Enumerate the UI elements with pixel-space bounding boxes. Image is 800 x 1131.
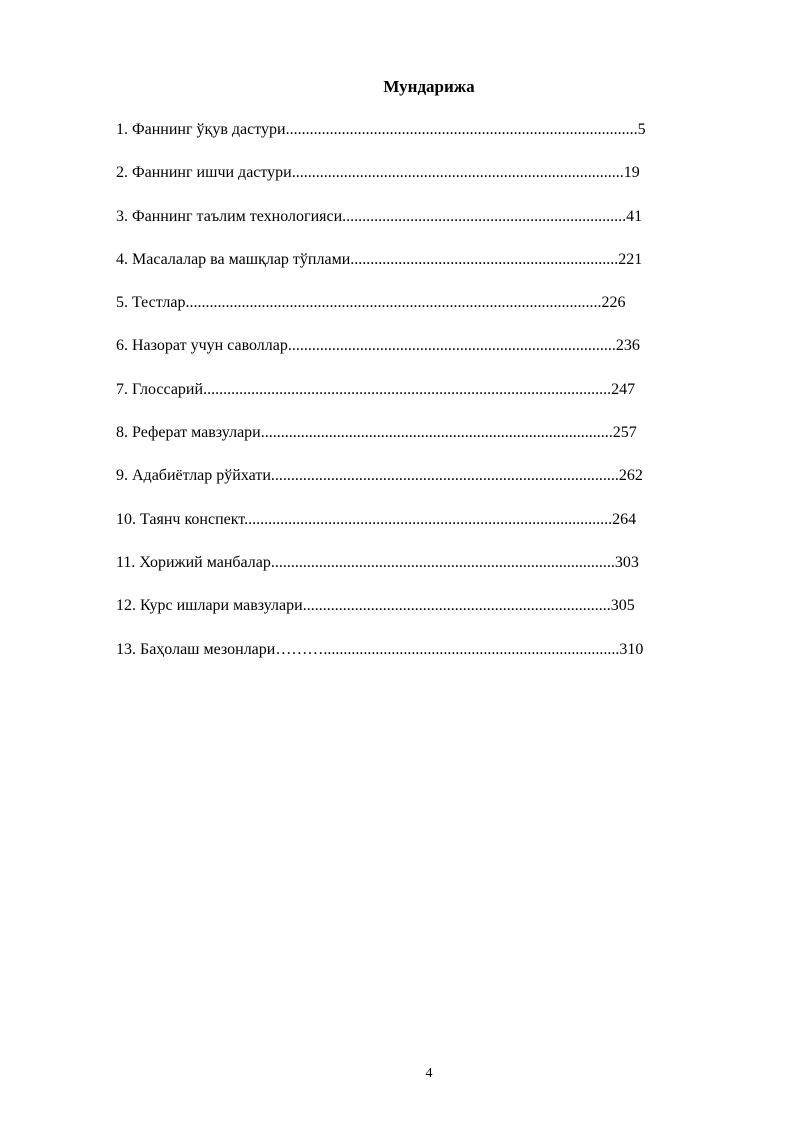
- toc-entry: [116, 639, 741, 682]
- toc-entry-page: 305: [610, 597, 635, 615]
- toc-entry-page: 262: [618, 467, 643, 485]
- toc-entry-leader: ............................................................................................: [244, 510, 613, 528]
- toc-entry: [116, 552, 741, 595]
- toc-entry: [116, 206, 741, 249]
- toc-entry: [116, 465, 741, 508]
- toc-entry-page: 257: [612, 424, 637, 442]
- toc-entry-leader: ........................................................................................: [285, 121, 638, 138]
- toc-entry-leader: .......................................................................: [342, 207, 627, 225]
- toc-entry-page: 236: [615, 337, 640, 355]
- toc-entry-leader: ......................................................................................: [270, 553, 615, 571]
- toc-entry-leader: ...................................................................................: [291, 164, 624, 182]
- toc-entry-page: 221: [618, 250, 643, 268]
- toc-entry-page: 226: [601, 294, 626, 312]
- toc-entry: [116, 379, 741, 422]
- page-number: 4: [425, 1066, 433, 1081]
- toc-entry-label: 13. Баҳолаш мезонлари: [116, 640, 276, 658]
- toc-entry-leader: ......................................................................................................: [203, 380, 612, 398]
- toc-entry-label: 12. Курс ишлари мавзулари: [116, 597, 303, 615]
- toc-entry: [116, 595, 741, 638]
- toc-entry-label: 8. Реферат мавзулари: [116, 424, 261, 442]
- toc-entry-label: 4. Масалалар ва машқлар тўплами: [116, 250, 351, 268]
- toc-entry-page: 247: [611, 380, 636, 398]
- toc-entry: [116, 292, 741, 335]
- toc-entry-leader: ........................................................................................................: [185, 294, 602, 312]
- toc-entry-label: 1. Фаннинг ўқув дастури: [116, 121, 286, 138]
- toc-entry-leader: .............................................................................: [302, 597, 611, 615]
- toc-entry-leader: ..................................................................................: [287, 337, 616, 355]
- toc-entry-label: 9. Адабиётлар рўйхати: [116, 467, 271, 485]
- toc-entry-label: 2. Фаннинг ишчи дастури: [116, 164, 292, 182]
- toc-entry: [116, 422, 741, 465]
- toc-entry-leader: ........................................................................................: [260, 424, 613, 442]
- toc-entry: [116, 162, 741, 205]
- toc-entry-label: 6. Назорат учун саволлар: [116, 337, 288, 355]
- toc-entry-label: 10. Таянч конспект: [116, 510, 245, 528]
- toc-entry-label: 7. Глоссарий: [116, 380, 204, 398]
- toc-entry-leader: ...................................................................: [350, 250, 619, 268]
- toc-entry-page: 19: [623, 164, 640, 182]
- toc-entry: [116, 509, 741, 552]
- toc-entry-page: 5: [637, 121, 646, 138]
- toc-entry-page: 310: [619, 640, 644, 658]
- toc-entry-leader: .......................................................................................: [270, 467, 619, 485]
- table-of-contents: [116, 119, 741, 682]
- toc-entry-label: 3. Фаннинг таълим технологияси: [116, 207, 343, 225]
- toc-entry-page: 41: [626, 207, 643, 225]
- toc-entry-label: 5. Тестлар: [116, 294, 186, 312]
- toc-entry-leader: ………..........................................................................: [275, 640, 620, 658]
- toc-entry: [116, 335, 741, 378]
- page-title: Мундарижа: [383, 77, 475, 96]
- toc-entry-page: 264: [612, 510, 637, 528]
- toc-entry-page: 303: [614, 553, 639, 571]
- toc-entry-label: 11. Хорижий манбалар: [116, 553, 271, 571]
- toc-entry: [116, 249, 741, 292]
- toc-entry: [116, 119, 741, 162]
